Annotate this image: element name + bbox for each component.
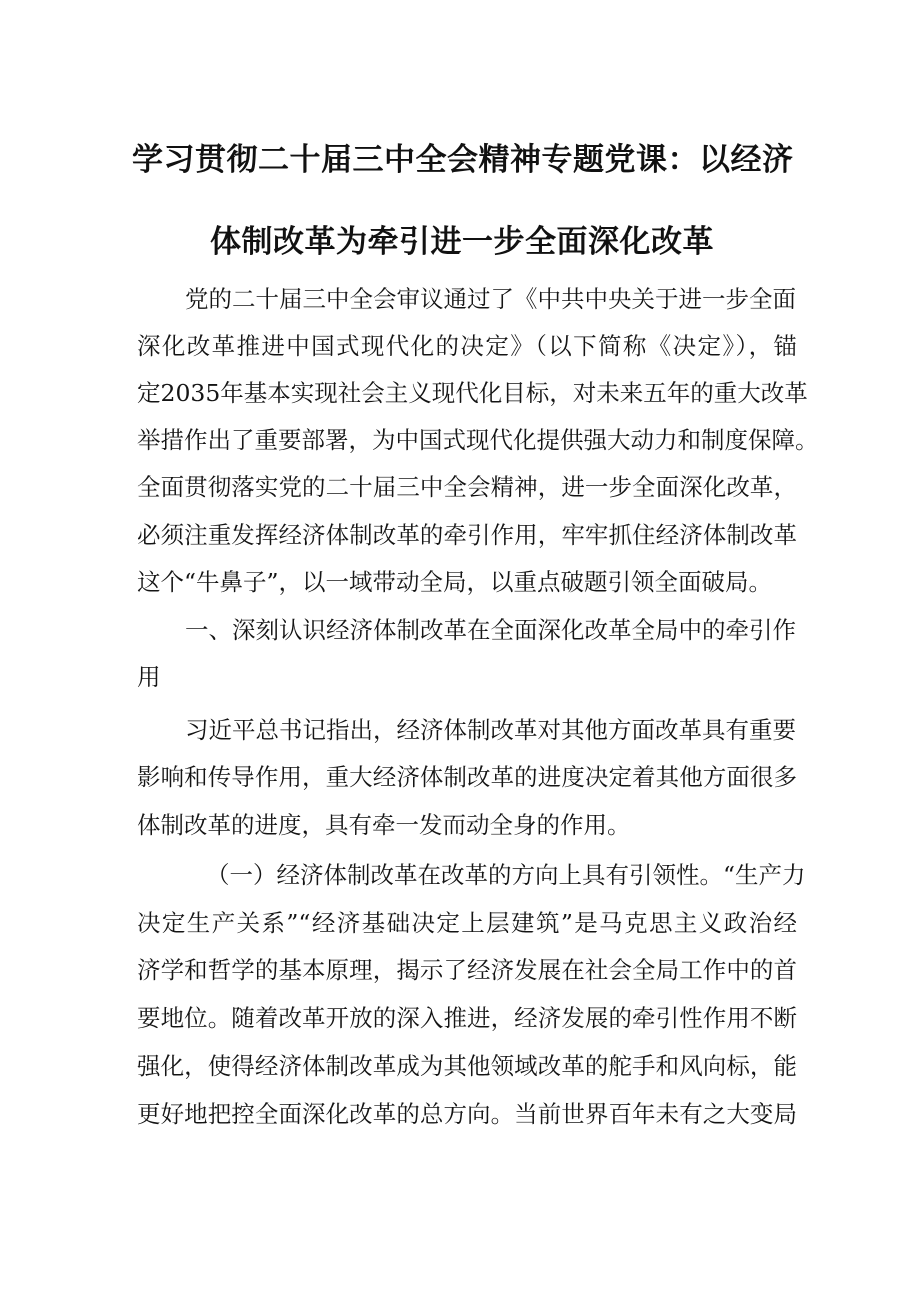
- section-heading-line: 用: [137, 663, 161, 691]
- paragraph-line: 党的二十届三中全会审议通过了《中共中央关于进一步全面: [185, 285, 796, 313]
- paragraph-line: 定2035年基本实现社会主义现代化目标，对未来五年的重大改革: [137, 379, 808, 407]
- paragraph-line: 必须注重发挥经济体制改革的牵引作用，牢牢抓住经济体制改革: [137, 521, 797, 549]
- document-title-line-1: 学习贯彻二十届三中全会精神专题党课：以经济: [132, 142, 794, 178]
- paragraph-line: 更好地把控全面深化改革的总方向。当前世界百年未有之大变局: [137, 1100, 797, 1128]
- paragraph-line: 习近平总书记指出，经济体制改革对其他方面改革具有重要: [185, 716, 796, 744]
- paragraph-line: 影响和传导作用，重大经济体制改革的进度决定着其他方面很多: [137, 763, 797, 791]
- paragraph-line: 体制改革的进度，具有牵一发而动全身的作用。: [137, 811, 631, 839]
- paragraph-line: 这个“牛鼻子”，以一域带动全局，以重点破题引领全面破局。: [137, 568, 773, 596]
- paragraph-line: 深化改革推进中国式现代化的决定》（以下简称《决定》），锚: [137, 332, 797, 360]
- paragraph-line: （一）经济体制改革在改革的方向上具有引领性。“生产力: [206, 861, 806, 889]
- paragraph-line: 举措作出了重要部署，为中国式现代化提供强大动力和制度保障。: [137, 426, 819, 454]
- paragraph-line: 济学和哲学的基本原理，揭示了经济发展在社会全局工作中的首: [137, 956, 797, 984]
- paragraph-line: 全面贯彻落实党的二十届三中全会精神，进一步全面深化改革，: [137, 473, 797, 501]
- paragraph-line: 决定生产关系”“经济基础决定上层建筑”是马克思主义政治经: [137, 909, 797, 937]
- section-heading-line: 一、深刻认识经济体制改革在全面深化改革全局中的牵引作: [185, 616, 796, 644]
- paragraph-line: 强化，使得经济体制改革成为其他领域改革的舵手和风向标，能: [137, 1052, 797, 1080]
- document-title-line-2: 体制改革为牵引进一步全面深化改革: [210, 224, 714, 260]
- paragraph-line: 要地位。随着改革开放的深入推进，经济发展的牵引性作用不断: [137, 1004, 797, 1032]
